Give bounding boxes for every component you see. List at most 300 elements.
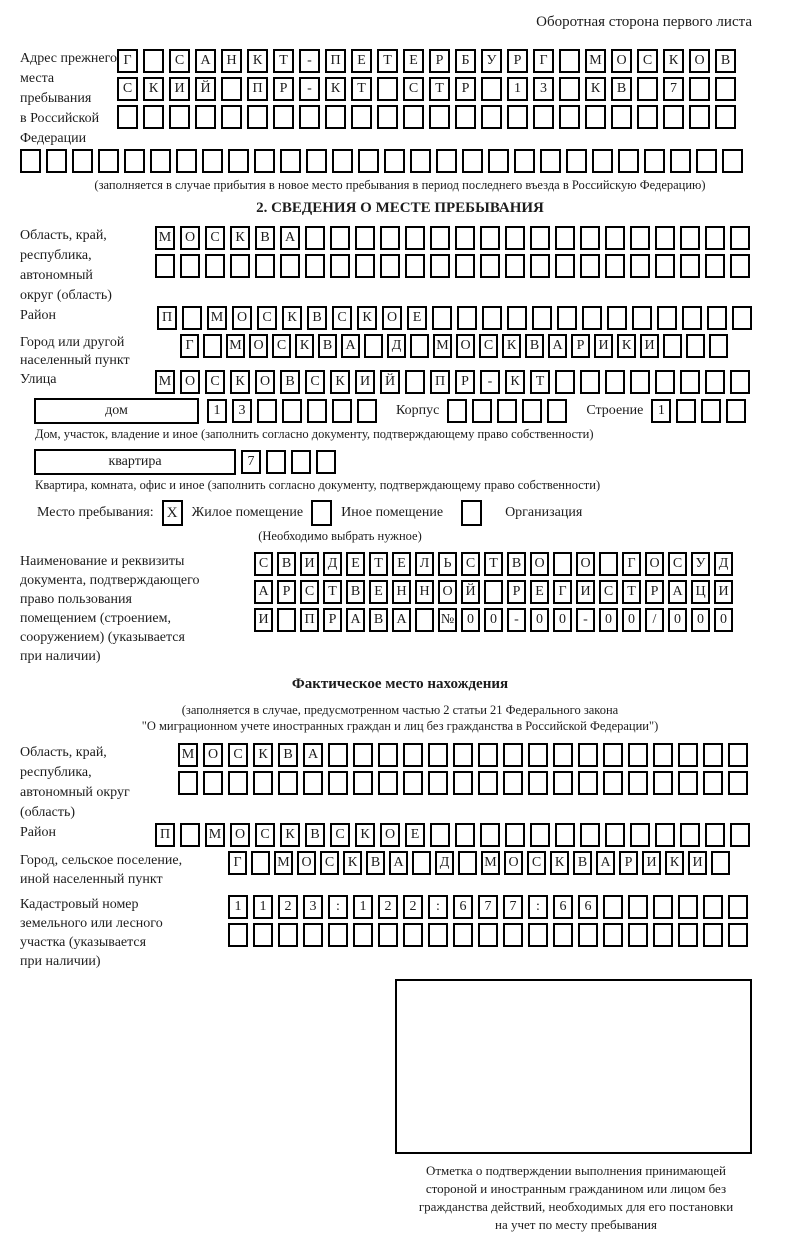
char-cell[interactable]: С — [205, 370, 225, 394]
char-cell[interactable] — [478, 743, 498, 767]
char-cell[interactable]: В — [611, 77, 632, 101]
char-cell[interactable]: Д — [714, 552, 733, 576]
char-cell[interactable] — [195, 105, 216, 129]
char-cell[interactable]: Т — [622, 580, 641, 604]
char-cell[interactable] — [117, 105, 138, 129]
char-cell[interactable]: К — [505, 370, 525, 394]
char-cell[interactable] — [330, 254, 350, 278]
char-cell[interactable]: К — [325, 77, 346, 101]
char-cell[interactable]: Р — [273, 77, 294, 101]
char-cell[interactable] — [578, 743, 598, 767]
char-cell[interactable]: П — [157, 306, 177, 330]
char-cell[interactable] — [680, 226, 700, 250]
char-cell[interactable]: - — [576, 608, 595, 632]
char-cell[interactable] — [405, 370, 425, 394]
char-cell[interactable]: О — [576, 552, 595, 576]
char-cell[interactable]: 2 — [278, 895, 298, 919]
char-cell[interactable] — [505, 254, 525, 278]
char-cell[interactable]: О — [230, 823, 250, 847]
char-cell[interactable]: К — [330, 370, 350, 394]
char-cell[interactable] — [547, 399, 567, 423]
prev-address-row-2[interactable] — [117, 77, 741, 101]
char-cell[interactable] — [678, 771, 698, 795]
s3-oblast-row-1[interactable] — [178, 743, 753, 767]
char-cell[interactable] — [703, 895, 723, 919]
char-cell[interactable]: 0 — [668, 608, 687, 632]
char-cell[interactable]: 0 — [461, 608, 480, 632]
char-cell[interactable] — [328, 923, 348, 947]
char-cell[interactable]: Г — [553, 580, 572, 604]
char-cell[interactable] — [655, 823, 675, 847]
char-cell[interactable]: 6 — [553, 895, 573, 919]
char-cell[interactable] — [303, 923, 323, 947]
char-cell[interactable] — [380, 226, 400, 250]
char-cell[interactable] — [221, 77, 242, 101]
char-cell[interactable]: О — [203, 743, 223, 767]
char-cell[interactable]: И — [254, 608, 273, 632]
prev-address-row-4[interactable] — [20, 149, 780, 173]
char-cell[interactable] — [559, 77, 580, 101]
char-cell[interactable] — [180, 823, 200, 847]
char-cell[interactable] — [628, 743, 648, 767]
char-cell[interactable]: 7 — [663, 77, 684, 101]
char-cell[interactable] — [607, 306, 627, 330]
char-cell[interactable] — [353, 743, 373, 767]
char-cell[interactable]: О — [180, 370, 200, 394]
char-cell[interactable] — [555, 226, 575, 250]
char-cell[interactable]: 3 — [232, 399, 252, 423]
char-cell[interactable]: К — [295, 334, 314, 358]
char-cell[interactable] — [599, 552, 618, 576]
char-cell[interactable] — [603, 743, 623, 767]
char-cell[interactable] — [730, 254, 750, 278]
char-cell[interactable]: Г — [622, 552, 641, 576]
char-cell[interactable]: С — [169, 49, 190, 73]
s2-ulitsa-row[interactable] — [155, 370, 755, 394]
char-cell[interactable]: И — [714, 580, 733, 604]
char-cell[interactable]: П — [430, 370, 450, 394]
char-cell[interactable] — [428, 923, 448, 947]
char-cell[interactable]: Р — [507, 49, 528, 73]
char-cell[interactable]: В — [305, 823, 325, 847]
char-cell[interactable] — [124, 149, 145, 173]
char-cell[interactable]: К — [282, 306, 302, 330]
char-cell[interactable] — [453, 771, 473, 795]
char-cell[interactable] — [432, 306, 452, 330]
char-cell[interactable] — [611, 105, 632, 129]
char-cell[interactable] — [378, 743, 398, 767]
char-cell[interactable] — [405, 254, 425, 278]
char-cell[interactable]: М — [585, 49, 606, 73]
char-cell[interactable]: : — [528, 895, 548, 919]
char-cell[interactable] — [178, 771, 198, 795]
char-cell[interactable]: К — [502, 334, 521, 358]
char-cell[interactable]: В — [366, 851, 385, 875]
char-cell[interactable] — [221, 105, 242, 129]
char-cell[interactable] — [430, 823, 450, 847]
char-cell[interactable] — [46, 149, 67, 173]
char-cell[interactable]: Т — [377, 49, 398, 73]
s3-kadastr-row-1[interactable] — [228, 895, 753, 919]
char-cell[interactable]: О — [504, 851, 523, 875]
char-cell[interactable] — [497, 399, 517, 423]
checkbox-zhiloe[interactable]: X — [162, 500, 183, 526]
char-cell[interactable] — [507, 306, 527, 330]
checkbox-organizatsiya[interactable] — [461, 500, 482, 526]
char-cell[interactable]: 3 — [533, 77, 554, 101]
char-cell[interactable] — [455, 105, 476, 129]
char-cell[interactable] — [377, 105, 398, 129]
char-cell[interactable] — [480, 226, 500, 250]
char-cell[interactable] — [253, 771, 273, 795]
char-cell[interactable]: Т — [369, 552, 388, 576]
char-cell[interactable]: М — [481, 851, 500, 875]
checkbox-inoe[interactable] — [311, 500, 332, 526]
char-cell[interactable] — [353, 923, 373, 947]
s2-oblast-row-2[interactable] — [155, 254, 755, 278]
char-cell[interactable] — [305, 254, 325, 278]
char-cell[interactable]: К — [357, 306, 377, 330]
char-cell[interactable]: М — [178, 743, 198, 767]
char-cell[interactable] — [176, 149, 197, 173]
char-cell[interactable] — [678, 895, 698, 919]
char-cell[interactable]: Т — [351, 77, 372, 101]
char-cell[interactable] — [553, 743, 573, 767]
char-cell[interactable] — [707, 306, 727, 330]
char-cell[interactable] — [328, 771, 348, 795]
char-cell[interactable]: - — [507, 608, 526, 632]
char-cell[interactable]: К — [230, 370, 250, 394]
char-cell[interactable]: Е — [407, 306, 427, 330]
char-cell[interactable] — [255, 254, 275, 278]
char-cell[interactable] — [472, 399, 492, 423]
char-cell[interactable] — [325, 105, 346, 129]
char-cell[interactable] — [653, 895, 673, 919]
char-cell[interactable]: Т — [273, 49, 294, 73]
char-cell[interactable] — [703, 743, 723, 767]
char-cell[interactable] — [585, 105, 606, 129]
char-cell[interactable] — [332, 149, 353, 173]
char-cell[interactable] — [530, 823, 550, 847]
char-cell[interactable]: 7 — [503, 895, 523, 919]
char-cell[interactable]: 0 — [553, 608, 572, 632]
char-cell[interactable]: А — [341, 334, 360, 358]
char-cell[interactable] — [355, 254, 375, 278]
char-cell[interactable]: Д — [323, 552, 342, 576]
char-cell[interactable] — [670, 149, 691, 173]
char-cell[interactable] — [351, 105, 372, 129]
char-cell[interactable]: М — [433, 334, 452, 358]
char-cell[interactable]: И — [300, 552, 319, 576]
char-cell[interactable]: П — [247, 77, 268, 101]
char-cell[interactable] — [155, 254, 175, 278]
char-cell[interactable] — [728, 923, 748, 947]
char-cell[interactable]: А — [668, 580, 687, 604]
char-cell[interactable] — [553, 923, 573, 947]
char-cell[interactable]: С — [461, 552, 480, 576]
char-cell[interactable] — [605, 370, 625, 394]
char-cell[interactable] — [253, 923, 273, 947]
char-cell[interactable] — [353, 771, 373, 795]
char-cell[interactable] — [228, 771, 248, 795]
char-cell[interactable]: К — [663, 49, 684, 73]
char-cell[interactable]: В — [280, 370, 300, 394]
char-cell[interactable]: С — [330, 823, 350, 847]
char-cell[interactable] — [580, 226, 600, 250]
char-cell[interactable] — [653, 771, 673, 795]
char-cell[interactable]: В — [307, 306, 327, 330]
char-cell[interactable] — [559, 49, 580, 73]
char-cell[interactable] — [405, 226, 425, 250]
char-cell[interactable]: Г — [533, 49, 554, 73]
char-cell[interactable] — [330, 226, 350, 250]
char-cell[interactable]: О — [611, 49, 632, 73]
char-cell[interactable]: А — [346, 608, 365, 632]
char-cell[interactable] — [478, 923, 498, 947]
char-cell[interactable]: А — [195, 49, 216, 73]
char-cell[interactable] — [655, 226, 675, 250]
s2-kvartira-cells[interactable] — [241, 450, 341, 474]
char-cell[interactable]: - — [480, 370, 500, 394]
char-cell[interactable]: К — [343, 851, 362, 875]
char-cell[interactable] — [273, 105, 294, 129]
char-cell[interactable]: 0 — [599, 608, 618, 632]
char-cell[interactable] — [663, 334, 682, 358]
char-cell[interactable]: А — [389, 851, 408, 875]
char-cell[interactable] — [630, 370, 650, 394]
char-cell[interactable]: Б — [455, 49, 476, 73]
char-cell[interactable] — [632, 306, 652, 330]
char-cell[interactable]: 0 — [691, 608, 710, 632]
char-cell[interactable] — [605, 823, 625, 847]
char-cell[interactable] — [455, 226, 475, 250]
char-cell[interactable] — [150, 149, 171, 173]
char-cell[interactable] — [403, 771, 423, 795]
char-cell[interactable] — [682, 306, 702, 330]
char-cell[interactable] — [377, 77, 398, 101]
char-cell[interactable]: В — [318, 334, 337, 358]
char-cell[interactable]: С — [479, 334, 498, 358]
char-cell[interactable]: Е — [403, 49, 424, 73]
char-cell[interactable] — [503, 771, 523, 795]
char-cell[interactable] — [364, 334, 383, 358]
char-cell[interactable] — [412, 851, 431, 875]
char-cell[interactable] — [705, 370, 725, 394]
char-cell[interactable]: А — [280, 226, 300, 250]
char-cell[interactable] — [205, 254, 225, 278]
char-cell[interactable] — [480, 254, 500, 278]
char-cell[interactable] — [703, 923, 723, 947]
char-cell[interactable] — [266, 450, 286, 474]
char-cell[interactable]: Р — [455, 77, 476, 101]
s3-oblast-row-2[interactable] — [178, 771, 753, 795]
char-cell[interactable]: Е — [346, 552, 365, 576]
char-cell[interactable] — [316, 450, 336, 474]
char-cell[interactable] — [447, 399, 467, 423]
char-cell[interactable] — [628, 895, 648, 919]
char-cell[interactable]: К — [585, 77, 606, 101]
s2-document-row-1[interactable] — [254, 552, 737, 576]
char-cell[interactable] — [730, 226, 750, 250]
char-cell[interactable]: О — [380, 823, 400, 847]
char-cell[interactable] — [143, 49, 164, 73]
char-cell[interactable]: Н — [221, 49, 242, 73]
char-cell[interactable]: К — [253, 743, 273, 767]
char-cell[interactable] — [689, 77, 710, 101]
char-cell[interactable]: В — [715, 49, 736, 73]
char-cell[interactable]: С — [332, 306, 352, 330]
char-cell[interactable]: И — [576, 580, 595, 604]
char-cell[interactable] — [415, 608, 434, 632]
char-cell[interactable] — [730, 823, 750, 847]
char-cell[interactable] — [480, 823, 500, 847]
char-cell[interactable]: Л — [415, 552, 434, 576]
char-cell[interactable] — [657, 306, 677, 330]
char-cell[interactable] — [455, 823, 475, 847]
char-cell[interactable]: В — [278, 743, 298, 767]
char-cell[interactable]: Ь — [438, 552, 457, 576]
s2-oblast-row-1[interactable] — [155, 226, 755, 250]
char-cell[interactable]: К — [550, 851, 569, 875]
char-cell[interactable]: П — [300, 608, 319, 632]
prev-address-row-3[interactable] — [117, 105, 741, 129]
char-cell[interactable] — [605, 254, 625, 278]
char-cell[interactable]: Р — [645, 580, 664, 604]
char-cell[interactable] — [528, 771, 548, 795]
char-cell[interactable]: 6 — [578, 895, 598, 919]
char-cell[interactable] — [680, 823, 700, 847]
char-cell[interactable] — [380, 254, 400, 278]
char-cell[interactable]: 2 — [378, 895, 398, 919]
char-cell[interactable] — [533, 105, 554, 129]
char-cell[interactable] — [430, 226, 450, 250]
char-cell[interactable]: 1 — [228, 895, 248, 919]
char-cell[interactable]: И — [688, 851, 707, 875]
char-cell[interactable]: - — [299, 49, 320, 73]
char-cell[interactable] — [72, 149, 93, 173]
char-cell[interactable] — [705, 823, 725, 847]
char-cell[interactable] — [202, 149, 223, 173]
char-cell[interactable]: О — [530, 552, 549, 576]
char-cell[interactable]: Т — [530, 370, 550, 394]
char-cell[interactable] — [143, 105, 164, 129]
char-cell[interactable]: 1 — [207, 399, 227, 423]
char-cell[interactable]: К — [280, 823, 300, 847]
char-cell[interactable]: 0 — [622, 608, 641, 632]
char-cell[interactable] — [532, 306, 552, 330]
char-cell[interactable] — [680, 370, 700, 394]
char-cell[interactable]: Р — [507, 580, 526, 604]
s2-dom-cells[interactable] — [207, 399, 382, 423]
char-cell[interactable]: М — [205, 823, 225, 847]
char-cell[interactable] — [282, 399, 302, 423]
char-cell[interactable]: С — [320, 851, 339, 875]
char-cell[interactable] — [507, 105, 528, 129]
char-cell[interactable] — [277, 608, 296, 632]
char-cell[interactable] — [254, 149, 275, 173]
char-cell[interactable] — [488, 149, 509, 173]
char-cell[interactable]: Р — [277, 580, 296, 604]
char-cell[interactable]: М — [155, 370, 175, 394]
char-cell[interactable]: О — [438, 580, 457, 604]
char-cell[interactable] — [637, 105, 658, 129]
char-cell[interactable] — [559, 105, 580, 129]
char-cell[interactable] — [730, 370, 750, 394]
char-cell[interactable] — [653, 743, 673, 767]
char-cell[interactable] — [484, 580, 503, 604]
char-cell[interactable]: К — [355, 823, 375, 847]
char-cell[interactable] — [522, 399, 542, 423]
char-cell[interactable] — [355, 226, 375, 250]
char-cell[interactable] — [540, 149, 561, 173]
char-cell[interactable]: С — [305, 370, 325, 394]
char-cell[interactable]: Т — [429, 77, 450, 101]
char-cell[interactable] — [705, 226, 725, 250]
char-cell[interactable] — [332, 399, 352, 423]
char-cell[interactable] — [280, 254, 300, 278]
char-cell[interactable]: С — [599, 580, 618, 604]
char-cell[interactable]: 1 — [353, 895, 373, 919]
char-cell[interactable] — [728, 771, 748, 795]
char-cell[interactable]: С — [403, 77, 424, 101]
char-cell[interactable]: И — [642, 851, 661, 875]
char-cell[interactable]: О — [645, 552, 664, 576]
char-cell[interactable]: А — [303, 743, 323, 767]
char-cell[interactable] — [478, 771, 498, 795]
char-cell[interactable]: 0 — [484, 608, 503, 632]
char-cell[interactable] — [307, 399, 327, 423]
char-cell[interactable]: Р — [619, 851, 638, 875]
char-cell[interactable]: 3 — [303, 895, 323, 919]
char-cell[interactable] — [462, 149, 483, 173]
char-cell[interactable]: О — [689, 49, 710, 73]
char-cell[interactable]: К — [665, 851, 684, 875]
char-cell[interactable]: 7 — [241, 450, 261, 474]
char-cell[interactable] — [555, 370, 575, 394]
char-cell[interactable]: О — [255, 370, 275, 394]
char-cell[interactable] — [678, 743, 698, 767]
char-cell[interactable] — [630, 254, 650, 278]
char-cell[interactable]: П — [155, 823, 175, 847]
char-cell[interactable] — [637, 77, 658, 101]
char-cell[interactable] — [305, 226, 325, 250]
char-cell[interactable] — [580, 370, 600, 394]
char-cell[interactable]: - — [299, 77, 320, 101]
char-cell[interactable] — [728, 743, 748, 767]
char-cell[interactable] — [458, 851, 477, 875]
char-cell[interactable] — [553, 552, 572, 576]
char-cell[interactable]: М — [226, 334, 245, 358]
char-cell[interactable]: О — [382, 306, 402, 330]
char-cell[interactable] — [428, 743, 448, 767]
char-cell[interactable]: С — [637, 49, 658, 73]
char-cell[interactable]: О — [456, 334, 475, 358]
char-cell[interactable] — [676, 399, 696, 423]
char-cell[interactable]: Н — [392, 580, 411, 604]
char-cell[interactable] — [715, 105, 736, 129]
char-cell[interactable] — [628, 771, 648, 795]
char-cell[interactable] — [503, 923, 523, 947]
char-cell[interactable]: О — [249, 334, 268, 358]
char-cell[interactable] — [715, 77, 736, 101]
char-cell[interactable] — [306, 149, 327, 173]
char-cell[interactable]: Р — [429, 49, 450, 73]
char-cell[interactable]: М — [207, 306, 227, 330]
char-cell[interactable] — [453, 743, 473, 767]
char-cell[interactable]: П — [325, 49, 346, 73]
char-cell[interactable] — [303, 771, 323, 795]
s2-stroenie-cells[interactable] — [651, 399, 751, 423]
